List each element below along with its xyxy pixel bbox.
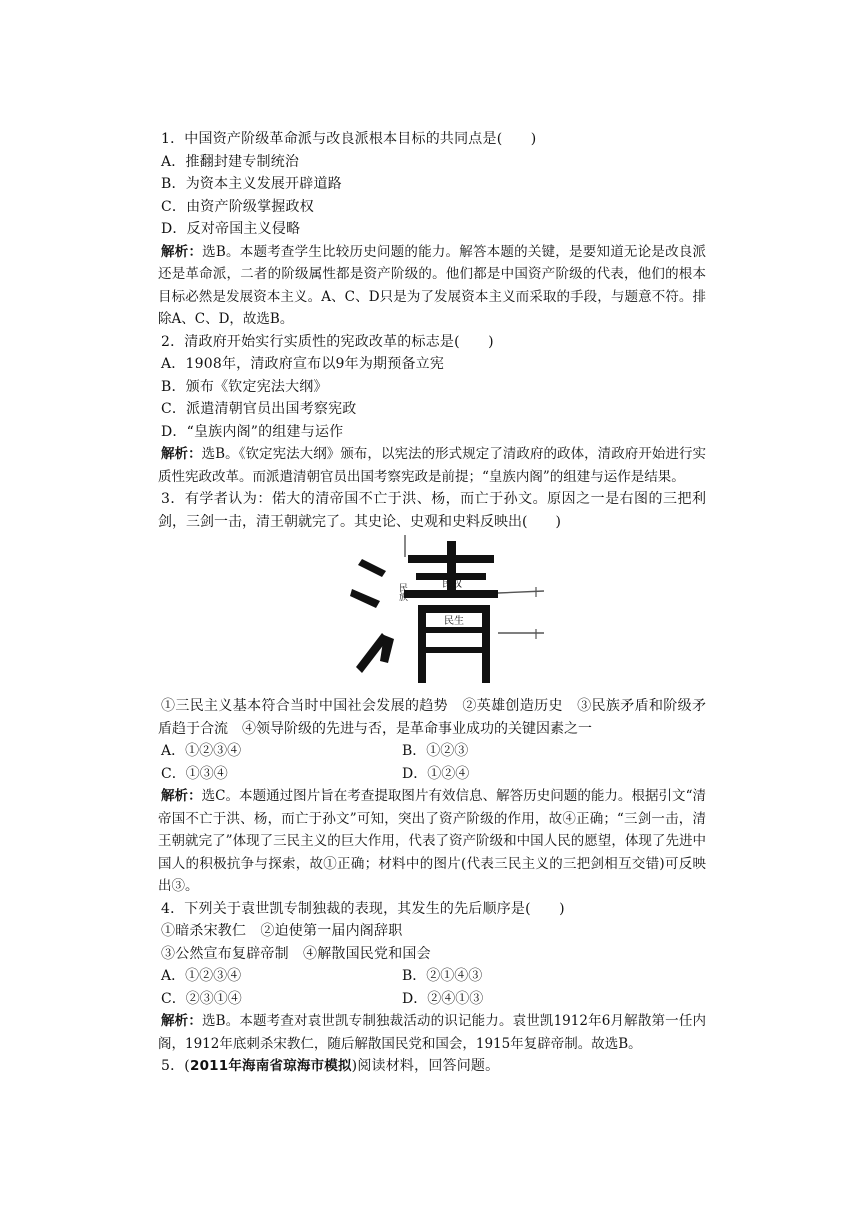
q3-option-c: C．①③④ [161,765,228,782]
q4-items-2: ③公然宣布复辟帝制 ④解散国民党和国会 [161,945,431,962]
q4-options-row-1 [158,965,706,988]
label-minzu: 民族 [397,583,407,601]
q3-option-a: A．①②③④ [161,743,242,759]
q2-option-a: A．1908年，清政府宣布以9年为期预备立宪 [161,356,445,372]
q2-analysis-text: 选B。《钦定宪法大纲》颁布，以宪法的形式规定了清政府的政体，清政府开始进行实质性宪政改革。而派遣清朝官员出国考察宪政是前提；“皇族内阁”的组建与运作是结果。 [158,446,707,485]
q4-option-a: A．①②③④ [161,968,242,984]
q1-option-b: B．为资本主义发展开辟道路 [161,176,342,192]
q4-option-b: B．②①④③ [402,968,483,984]
q5-stem [158,1055,706,1078]
q4-items-1: ①暗杀宋教仁 ②迫使第一届内阁辞职 [161,923,403,939]
q4-analysis [158,1010,706,1055]
q5-stem-rest: )阅读材料，回答问题。 [351,1058,500,1074]
q1-option-c: C．由资产阶级掌握政权 [161,198,314,215]
q1-analysis [158,241,706,331]
q4-analysis-text: 选B。本题考查对袁世凯专制独裁活动的识记能力。袁世凯1912年6月解散第一任内阁，1912年底刺杀宋教仁，随后解散国民党和国会，1915年复辟帝制。故选B。 [158,1013,706,1052]
q2-option-c: C．派遣清朝官员出国考察宪政 [161,401,357,417]
document-page [158,128,706,1078]
q1-option-a: A．推翻封建专制统治 [161,153,300,170]
three-swords-figure [158,533,706,695]
q2-stem: 2．清政府开始实行实质性的宪政改革的标志是( ) [161,333,494,350]
q4-options-row-2 [158,988,706,1011]
sword-right-top [498,591,544,593]
qing-character-swords-illustration [348,535,548,693]
q2-analysis [158,443,706,488]
q3-options-row-1 [158,740,706,763]
q3-option-b: B．①②③ [402,743,469,759]
q3-stem: 3．有学者认为：偌大的清帝国不亡于洪、杨，而亡于孙文。原因之一是右图的三把利剑，三剑一击，清王朝就完了。其史论、史观和史料反映出( ) [158,491,706,530]
q4-option-d: D．②④①③ [402,990,484,1007]
q3-statements: ①三民主义基本符合当时中国社会发展的趋势 ②英雄创造历史 ③民族矛盾和阶级矛盾趋于合流 ④领导阶级的先进与否，是革命事业成功的关键因素之一 [158,698,706,737]
q2-option-b: B．颁布《钦定宪法大纲》 [161,378,328,395]
q3-option-d: D．①②④ [402,765,470,782]
q5-number: 5．( [161,1058,190,1074]
q5-source: 2011年海南省琼海市模拟 [189,1058,352,1074]
q1-option-d: D．反对帝国主义侵略 [161,221,301,237]
label-minsheng: 民生 [444,616,464,627]
q3-analysis-label: 解析： [161,788,202,804]
q3-analysis [158,785,706,898]
q4-analysis-label: 解析： [161,1013,202,1029]
q2-analysis-label: 解析： [161,446,202,462]
q4-stem: 4．下列关于袁世凯专制独裁的表现，其发生的先后顺序是( ) [161,900,565,917]
q4-option-c: C．②③①④ [161,990,242,1007]
q1-analysis-text: 选B。本题考查学生比较历史问题的能力。解答本题的关键，是要知道无论是改良派还是革命派，二者的阶级属性都是资产阶级的。他们都是中国资产阶级的代表，他们的根本目标必然是发展资本主义。A、C、D只是为了发展资本主义而采取的手段，与题意不符。排除A、C、D，故选B。 [158,243,707,327]
q3-analysis-text: 选C。本题通过图片旨在考查提取图片有效信息、解答历史问题的能力。根据引文“清帝国不亡于洪、杨，而亡于孙文”可知，突出了资产阶级的作用，故④正确；“三剑一击，清王朝就完了”体现了三民主义的巨大作用，代表了资产阶级和中国人民的愿望，体现了先进中国人的积极抗争与探索，故①正确；材料中的图片(代表三民主义的三把剑相互交错)可反映出③。 [158,788,707,894]
q1-stem: 1．中国资产阶级革命派与改良派根本目标的共同点是( ) [161,131,537,147]
q1-analysis-label: 解析： [161,243,203,260]
label-minquan: 民权 [442,579,462,590]
q3-options-row-2 [158,763,706,786]
q2-option-d: D．“皇族内阁”的组建与运作 [161,423,344,440]
